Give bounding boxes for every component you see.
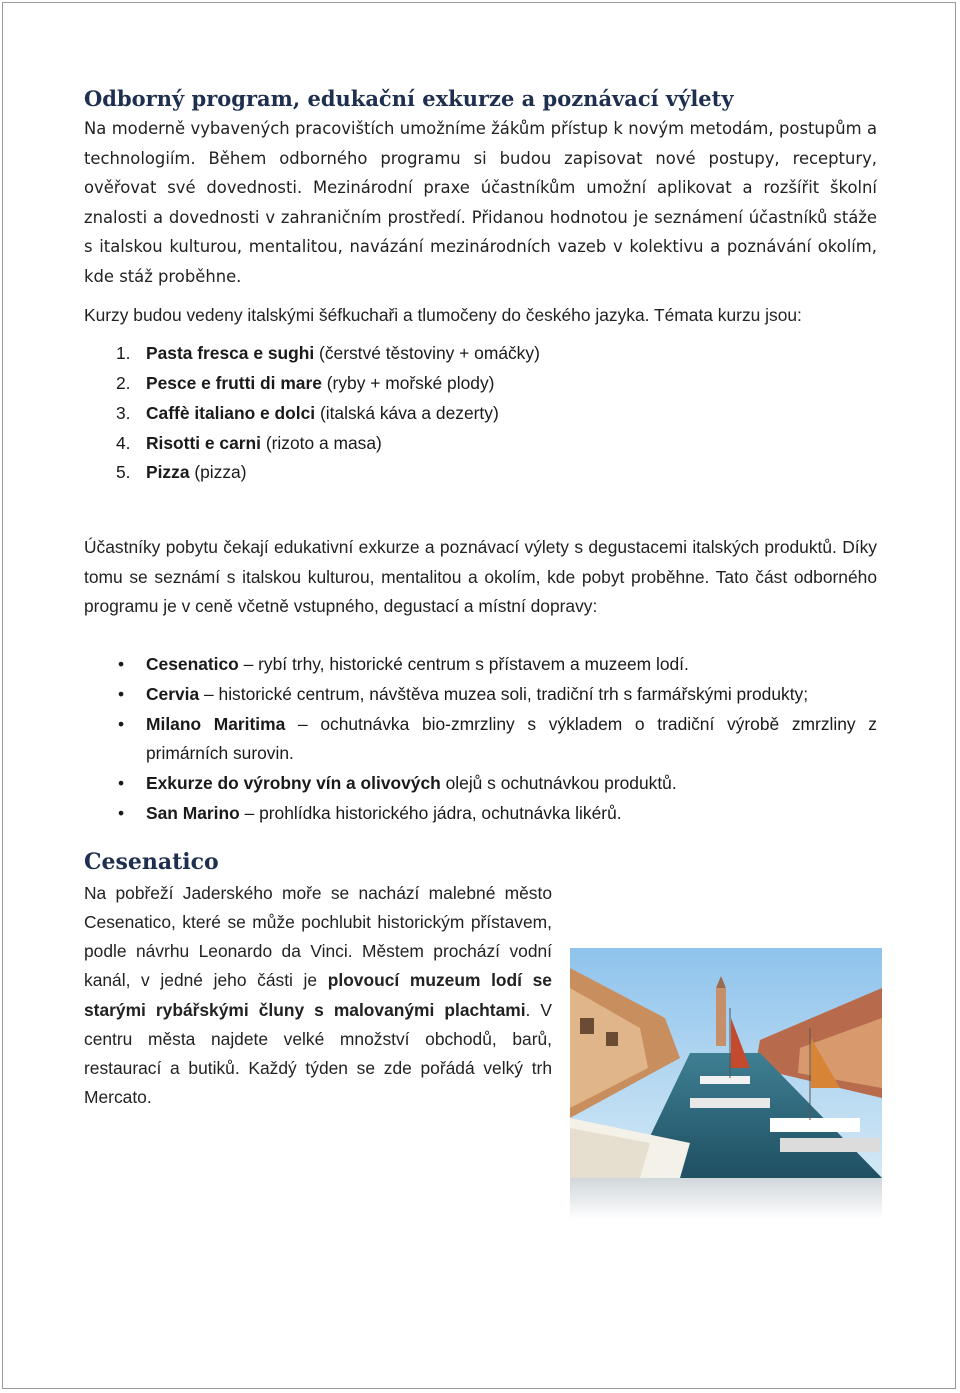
bullet-icon: • <box>118 802 125 823</box>
intro-paragraph: Na moderně vybavených pracovištích umožníme žákům přístup k novým metodám, postupům a technologiím. Během odborného programu si budou zapisovat nové postupy, receptury, ověřovat své dovednosti. Mezinárodní praxe účastníkům umožní aplikovat a rozšířit školní znalosti a dovednosti v zahraničním prostředí. Přidanou hodnotou je seznámení účastníků stáže s italskou kulturou, mentalitou, navázání mezinárodních vazeb v kolektivu a poznávání okolím, kde stáž proběhne. <box>84 119 877 286</box>
list-item: • Cesenatico – rybí trhy, historické centrum s přístavem a muzeem lodí. <box>84 650 877 680</box>
list-item: • Cervia – historické centrum, návštěva muzea soli, tradiční trh s farmářskými produkty; <box>84 680 877 710</box>
cesenatico-canal-photo <box>570 948 882 1178</box>
cesenatico-title: Cesenatico <box>84 848 219 875</box>
list-item: • Exkurze do výrobny vín a olivových olejů s ochutnávkou produktů. <box>84 769 877 799</box>
topics-list <box>84 339 877 488</box>
trips-list <box>84 650 877 829</box>
list-item: • San Marino – prohlídka historického jádra, ochutnávka likérů. <box>84 799 877 829</box>
courses-paragraph: Kurzy budou vedeny italskými šéfkuchaři a tlumočeny do českého jazyka. Témata kurzu jsou: <box>84 304 802 325</box>
excursions-paragraph: Účastníky pobytu čekají edukativní exkurze a poznávací výlety s degustacemi italských produktů. Díky tomu se seznámí s italskou kulturou, mentalitou a okolím, kde pobyt proběhne. Tato část odborného programu je v ceně včetně vstupného, degustací a místní dopravy: <box>84 537 877 617</box>
list-item: 2. Pesce e frutti di mare (ryby + mořské plody) <box>116 372 495 393</box>
list-item: 5. Pizza (pizza) <box>116 462 247 483</box>
photo-reflection <box>570 1178 882 1220</box>
bullet-icon: • <box>118 653 125 674</box>
list-item: 3. Caffè italiano e dolci (italská káva a dezerty) <box>116 402 499 423</box>
bullet-icon: • <box>118 713 125 734</box>
bullet-icon: • <box>118 773 125 794</box>
bullet-icon: • <box>118 683 125 704</box>
list-item: 4. Risotti e carni (rizoto a masa) <box>116 432 382 453</box>
section-title: Odborný program, edukační exkurze a poznávací výlety <box>84 86 734 111</box>
cesenatico-paragraph: Na pobřeží Jaderského moře se nachází malebné město Cesenatico, které se může pochlubit historickým přístavem, podle návrhu Leonardo da Vinci. Městem prochází vodní kanál, v jedné jeho části je plovoucí muzeum lodí se starými rybářskými čluny s malovanými plachtami. V centru města najdete velké množství obchodů, barů, restaurací a butiků. Každý týden se zde pořádá velký trh Mercato. <box>84 882 552 1108</box>
document-content <box>84 84 877 1112</box>
list-item: 1. Pasta fresca e sughi (čerstvé těstoviny + omáčky) <box>116 343 540 364</box>
list-item: • Milano Maritima – ochutnávka bio-zmrzliny s výkladem o tradiční výrobě zmrzliny z primárních surovin. <box>84 710 877 770</box>
